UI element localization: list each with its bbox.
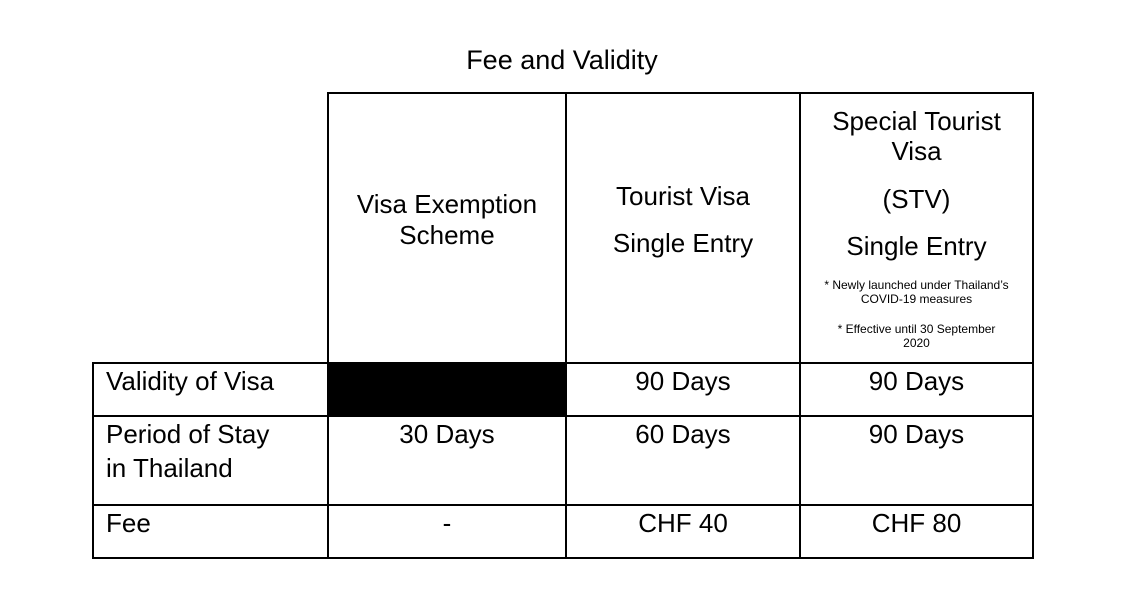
header-tourist-visa-line2: Single Entry <box>612 228 754 258</box>
validity-stv: 90 Days <box>799 362 1034 417</box>
row-label-period-line1: Period of Stay <box>106 419 270 449</box>
header-visa-exemption-line1: Visa Exemption <box>356 189 538 219</box>
fee-stv: CHF 80 <box>799 504 1034 559</box>
row-label-fee: Fee <box>92 504 329 559</box>
stay-stv: 90 Days <box>799 415 1034 506</box>
header-visa-exemption <box>327 92 567 364</box>
stay-visa-exemption: 30 Days <box>327 415 567 506</box>
stv-note-effective-line1: * Effective until 30 September <box>837 322 996 336</box>
stv-note-effective-line2: 2020 <box>903 336 930 350</box>
validity-tourist-visa: 90 Days <box>565 362 801 417</box>
header-stv-line2: Visa <box>891 136 942 166</box>
header-stv-line1: Special Tourist <box>832 106 1001 136</box>
row-label-period-of-stay <box>92 415 329 506</box>
header-visa-exemption-line2: Scheme <box>399 220 495 250</box>
stv-note-launch-line2: COVID-19 measures <box>860 292 973 306</box>
header-stv-line4: Single Entry <box>846 231 987 261</box>
stay-tourist-visa: 60 Days <box>565 415 801 506</box>
page-title: Fee and Validity <box>466 45 658 75</box>
header-tourist-visa <box>565 92 801 364</box>
row-label-validity: Validity of Visa <box>92 362 329 417</box>
stv-note-launch-line1: * Newly launched under Thailand’s <box>824 278 1009 292</box>
fee-visa-exemption: - <box>327 504 567 559</box>
row-label-period-line2: in Thailand <box>106 453 233 483</box>
fee-tourist-visa: CHF 40 <box>565 504 801 559</box>
redacted-cell <box>327 362 567 417</box>
header-tourist-visa-line1: Tourist Visa <box>616 181 750 211</box>
header-stv-line3: (STV) <box>882 184 951 214</box>
header-stv <box>799 92 1034 364</box>
